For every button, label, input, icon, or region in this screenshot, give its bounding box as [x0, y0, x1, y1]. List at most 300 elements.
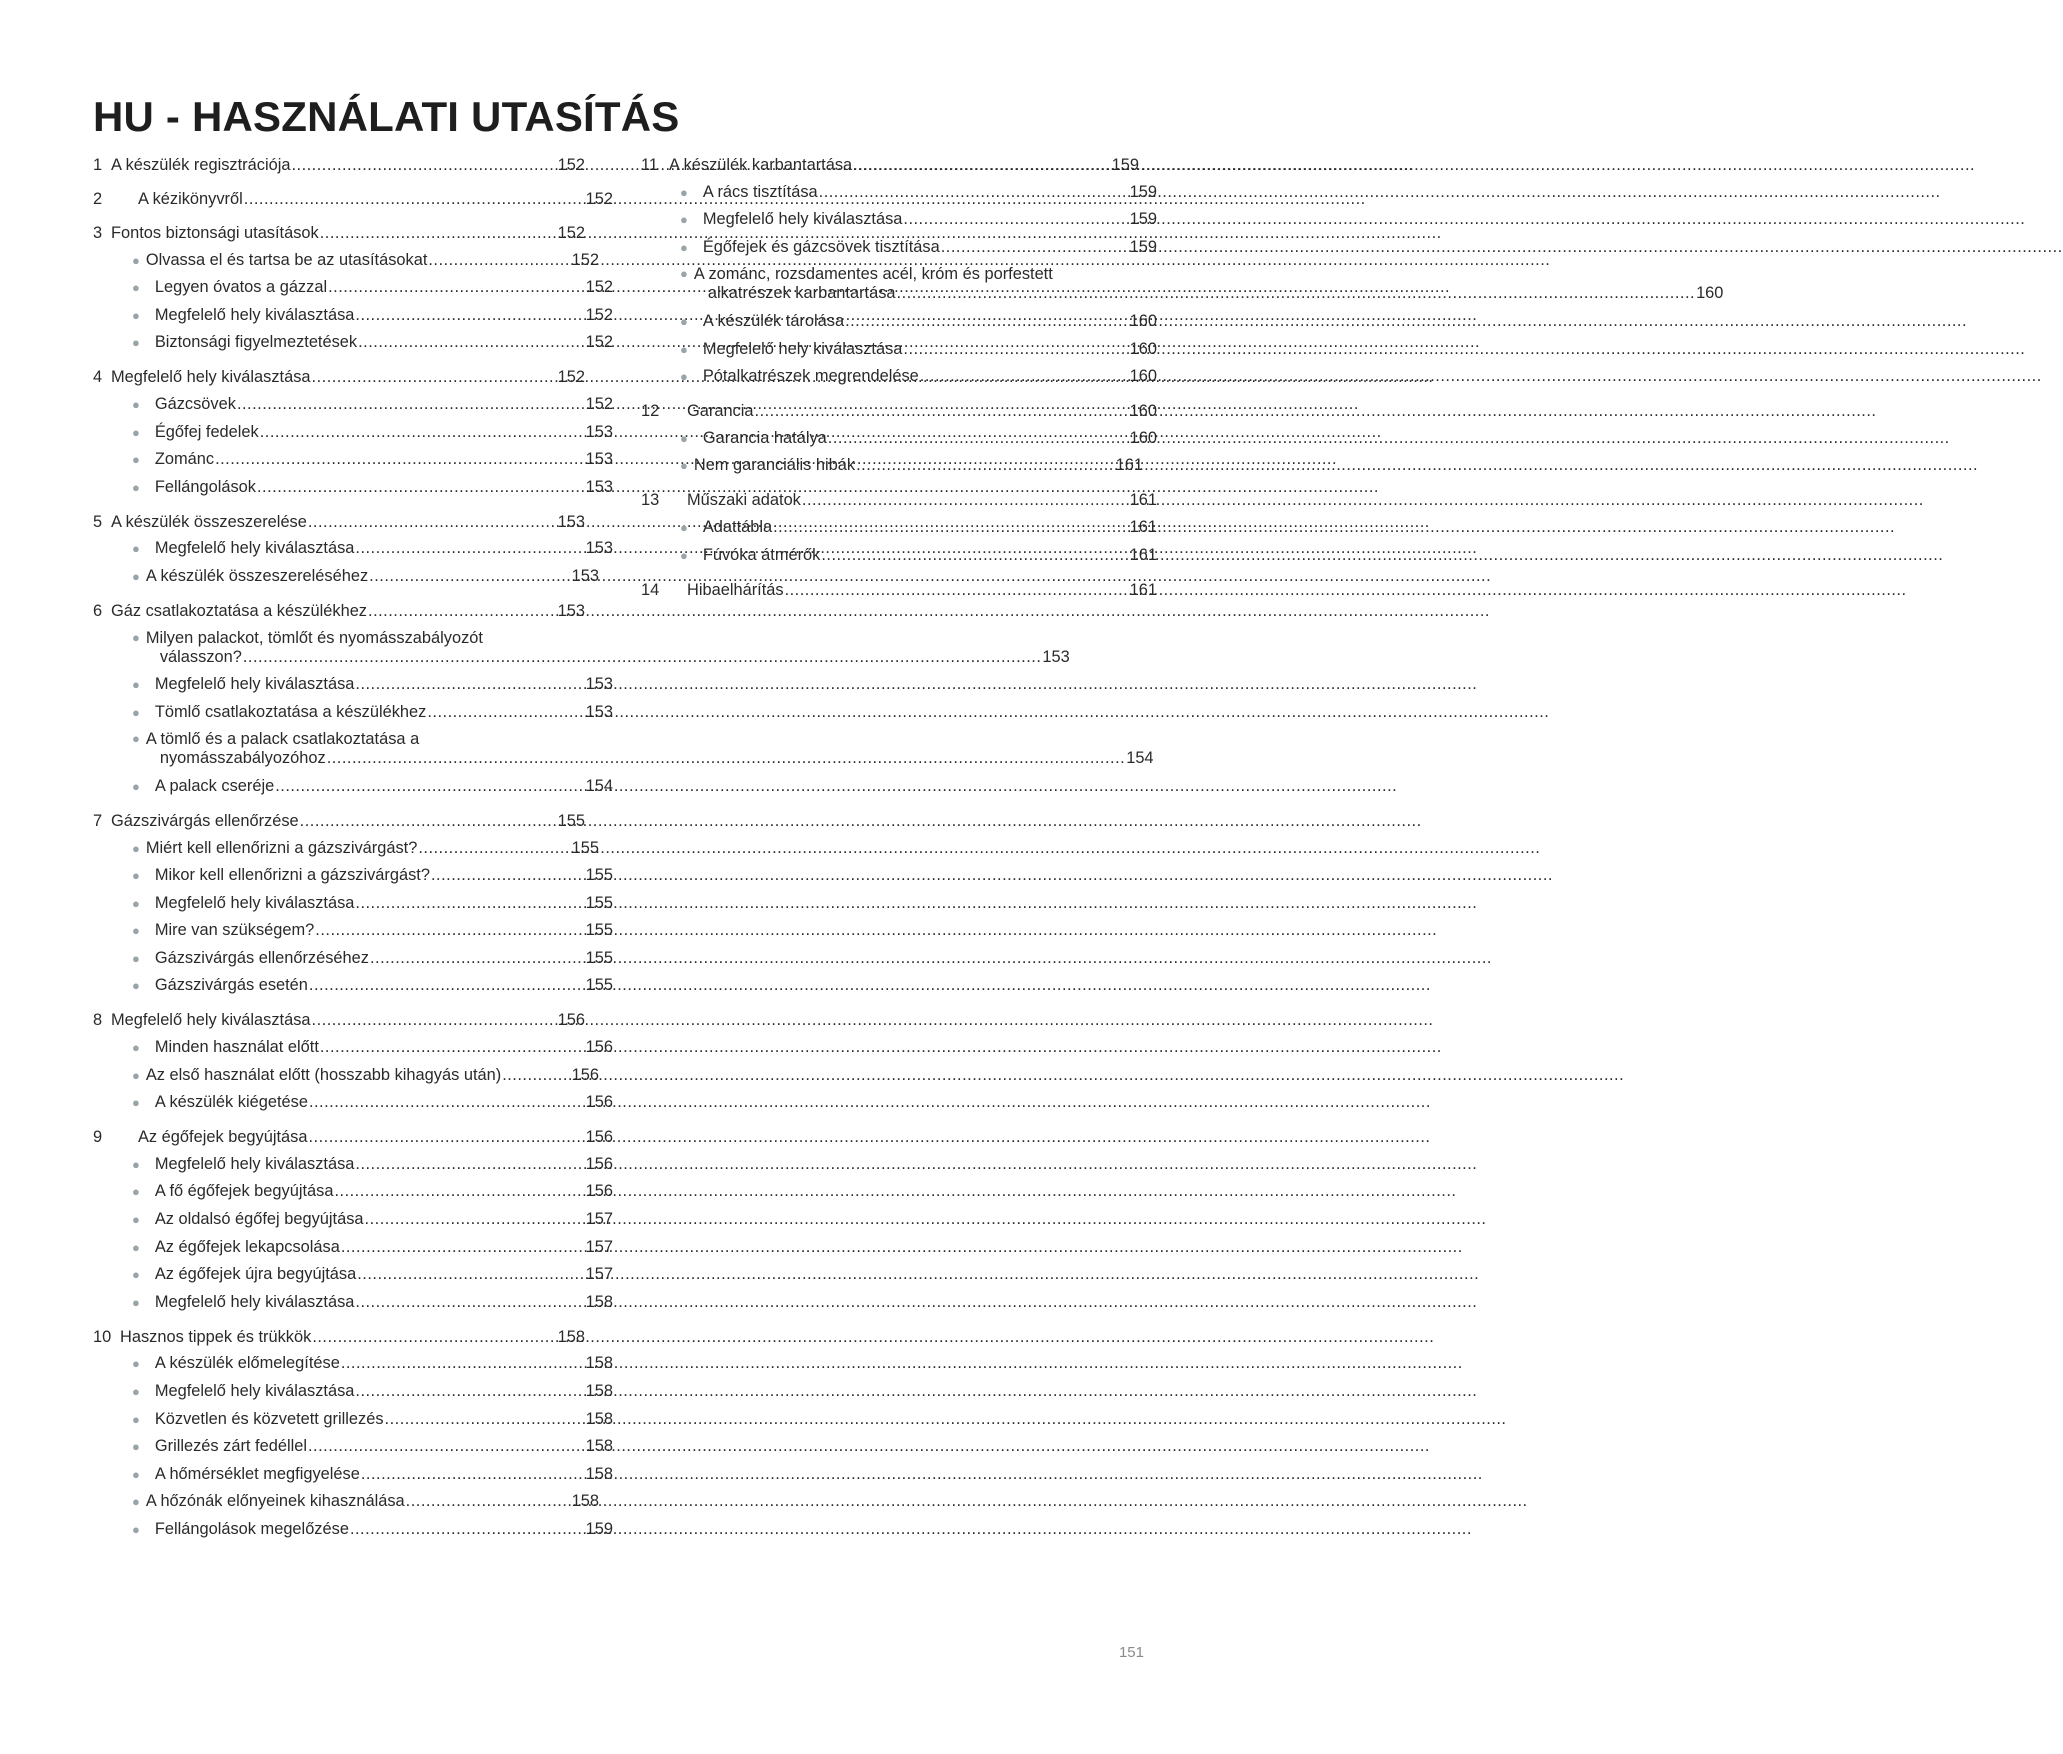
section-title: A kézikönyvről — [138, 190, 243, 208]
toc-section-1 — [93, 156, 613, 174]
toc-subentry[interactable] — [93, 306, 613, 325]
toc-section-2 — [93, 190, 613, 208]
page-ref: 158 — [585, 1437, 613, 1456]
page-ref: 156 — [585, 1038, 613, 1057]
leader-dots — [355, 675, 584, 693]
leader-dots — [328, 278, 585, 296]
subentry-title: Égőfej fedelek — [154, 422, 259, 441]
leader-dots — [315, 921, 584, 939]
bullet-icon: ● — [680, 239, 688, 255]
section-number: 13 — [641, 491, 660, 510]
toc-subentry[interactable] — [93, 976, 613, 995]
page-ref: 159 — [1129, 237, 1157, 256]
toc-section-5 — [93, 513, 613, 586]
leader-dots — [355, 1155, 584, 1173]
page-ref: 158 — [585, 1382, 613, 1400]
leader-dots — [819, 183, 1129, 201]
page-ref: 153 — [585, 702, 613, 721]
section-number: 4 — [93, 368, 103, 387]
toc-subentry[interactable] — [93, 278, 613, 297]
subentry-title: Gázcsövek — [154, 394, 236, 413]
leader-dots — [257, 478, 585, 496]
toc-section-12 — [641, 402, 1157, 475]
leader-dots — [428, 251, 570, 269]
toc-subentry[interactable] — [93, 703, 613, 722]
page-title: HU - HASZNÁLATI UTASÍTÁS — [93, 93, 680, 140]
leader-dots — [406, 1492, 571, 1510]
toc-subentry[interactable] — [93, 539, 613, 558]
bullet-icon: ● — [680, 313, 688, 329]
page-ref: 152 — [585, 394, 613, 413]
page-ref: 161 — [1129, 545, 1157, 564]
page-ref: 154 — [585, 776, 613, 795]
page-ref: 152 — [585, 190, 613, 208]
toc-section-11 — [641, 156, 1724, 386]
section-number: 12 — [641, 402, 660, 421]
toc-subentry[interactable] — [93, 866, 613, 885]
subentry-title: Megfelelő hely kiválasztása — [702, 339, 903, 358]
leader-dots — [327, 749, 1126, 768]
leader-dots — [897, 284, 1696, 303]
toc-subentry[interactable] — [93, 921, 613, 940]
leader-dots — [369, 567, 570, 585]
section-title: Hibaelhárítás — [687, 580, 784, 599]
section-number: 7 — [93, 811, 103, 830]
bullet-icon: ● — [680, 212, 688, 228]
leader-dots — [341, 1238, 585, 1256]
section-title: Gáz csatlakoztatása a készülékhez — [111, 601, 368, 620]
section-number: 14 — [641, 580, 660, 599]
bullet-icon: ● — [680, 519, 688, 535]
leader-dots — [368, 602, 557, 620]
toc-entry[interactable] — [93, 156, 613, 174]
subentry-title: Fúvóka átmérők — [702, 545, 821, 564]
toc-subentry[interactable] — [93, 450, 613, 469]
toc-entry[interactable] — [93, 224, 613, 242]
subentry-title: Pótalkatrészek megrendelése — [702, 367, 919, 386]
page-ref: 158 — [585, 1292, 613, 1311]
toc-entry[interactable] — [641, 581, 1157, 599]
bullet-icon: ● — [680, 341, 688, 357]
subentry-title: Gázszivárgás esetén — [154, 976, 308, 995]
bullet-icon: ● — [132, 923, 140, 939]
leader-dots — [845, 312, 1129, 330]
toc-section-8 — [93, 1011, 613, 1112]
subentry-title: Miért kell ellenőrizni a gázszivárgást? — [145, 838, 418, 857]
page-ref: 155 — [557, 811, 585, 830]
section-number: 6 — [93, 601, 103, 620]
bullet-icon: ● — [132, 1267, 140, 1283]
leader-dots — [300, 812, 557, 830]
toc-subentry[interactable] — [641, 456, 1157, 475]
leader-dots — [355, 894, 584, 912]
toc-section-14 — [641, 581, 1157, 599]
page-ref: 157 — [585, 1237, 613, 1256]
toc-subentry[interactable] — [641, 518, 1157, 537]
page-ref: 153 — [585, 450, 613, 469]
toc-subentry[interactable] — [93, 777, 613, 796]
bullet-icon: ● — [132, 1439, 140, 1455]
bullet-icon: ● — [132, 479, 140, 495]
subentry-title: A tömlő és a palack csatlakoztatása a — [145, 730, 420, 749]
toc-subentry[interactable] — [93, 1155, 613, 1174]
toc-subentry[interactable] — [93, 1437, 613, 1456]
section-number: 10 — [93, 1327, 112, 1346]
bullet-icon: ● — [680, 430, 688, 446]
bullet-icon: ● — [132, 978, 140, 994]
subentry-title: A palack cseréje — [154, 776, 275, 795]
toc-subentry[interactable] — [93, 1382, 613, 1401]
leader-dots — [275, 777, 584, 795]
toc-section-10 — [93, 1328, 613, 1539]
toc-subentry[interactable] — [641, 183, 1157, 202]
page-ref: 152 — [585, 333, 613, 352]
subentry-title: A készülék tárolása — [702, 311, 845, 330]
page-ref: 160 — [1129, 428, 1157, 447]
bullet-icon: ● — [132, 541, 140, 557]
toc-subentry[interactable] — [641, 265, 1724, 303]
toc-subentry[interactable] — [93, 251, 613, 270]
subentry-title: Megfelelő hely kiválasztása — [154, 1292, 355, 1311]
subentry-title: A rács tisztítása — [702, 182, 818, 201]
toc-entry[interactable] — [93, 1011, 613, 1029]
subentry-title: Megfelelő hely kiválasztása — [154, 539, 355, 558]
page-ref: 159 — [1111, 156, 1139, 174]
page-ref: 152 — [557, 368, 585, 387]
bullet-icon: ● — [132, 424, 140, 440]
bullet-icon: ● — [132, 1411, 140, 1427]
bullet-icon: ● — [132, 280, 140, 296]
toc-entry[interactable] — [93, 190, 613, 208]
bullet-icon: ● — [132, 677, 140, 693]
leader-dots — [365, 1210, 585, 1228]
toc-subentry[interactable] — [93, 567, 613, 586]
toc-subentry[interactable] — [93, 628, 1070, 667]
leader-dots — [309, 1128, 585, 1146]
bullet-icon: ● — [680, 547, 688, 563]
toc-entry[interactable] — [641, 156, 1157, 174]
subentry-title: Garancia hatálya — [702, 428, 827, 447]
section-number: 11 — [641, 156, 659, 174]
toc-subentry[interactable] — [93, 478, 613, 497]
toc-subentry[interactable] — [93, 1293, 613, 1312]
page-ref: 156 — [585, 1182, 613, 1201]
subentry-title: Legyen óvatos a gázzal — [154, 278, 328, 297]
toc-subentry[interactable] — [93, 333, 613, 352]
subentry-title: Nem garanciális hibák — [693, 456, 856, 475]
toc-subentry[interactable] — [93, 1354, 613, 1373]
bullet-icon: ● — [132, 950, 140, 966]
leader-dots — [856, 456, 1115, 474]
bullet-icon: ● — [132, 1156, 140, 1172]
page-ref: 159 — [1129, 210, 1157, 229]
subentry-title-cont: nyomásszabályozóhoz — [159, 749, 326, 768]
toc-entry[interactable] — [93, 812, 613, 830]
bullet-icon: ● — [132, 704, 140, 720]
bullet-icon: ● — [132, 1294, 140, 1310]
section-title: Az égőfejek begyújtása — [138, 1128, 308, 1147]
bullet-icon: ● — [132, 1384, 140, 1399]
page-ref: 157 — [585, 1210, 613, 1229]
bullet-icon: ● — [132, 1212, 140, 1228]
page-ref: 157 — [585, 1265, 613, 1284]
toc-subentry[interactable] — [93, 1492, 613, 1511]
page-ref: 156 — [585, 1154, 613, 1173]
subentry-title: Grillezés zárt fedéllel — [154, 1437, 307, 1456]
leader-dots — [773, 518, 1129, 536]
toc-entry[interactable] — [641, 402, 1157, 420]
subentry-title: A hőmérséklet megfigyelése — [154, 1464, 360, 1483]
subentry-title: A fő égőfejek begyújtása — [154, 1182, 334, 1201]
toc-subentry[interactable] — [93, 894, 613, 913]
bullet-icon: ● — [132, 335, 140, 351]
page-ref: 155 — [571, 838, 599, 857]
bullet-icon: ● — [132, 568, 140, 584]
page-ref: 156 — [585, 1093, 613, 1112]
leader-dots — [312, 1011, 557, 1029]
page-ref: 152 — [557, 156, 585, 174]
leader-dots — [243, 648, 1042, 667]
bullet-icon: ● — [132, 731, 140, 747]
toc-subentry[interactable] — [641, 210, 1157, 229]
toc-section-9 — [93, 1128, 613, 1312]
toc-section-4 — [93, 368, 613, 496]
page-ref: 158 — [585, 1464, 613, 1483]
subentry-title: Olvassa el és tartsa be az utasításokat — [145, 250, 428, 269]
page-ref: 160 — [1129, 367, 1157, 386]
leader-dots — [355, 539, 584, 557]
bullet-icon: ● — [132, 1239, 140, 1255]
bullet-icon: ● — [132, 1521, 140, 1537]
leader-dots — [291, 156, 556, 174]
section-title: Megfelelő hely kiválasztása — [111, 1011, 311, 1030]
leader-dots — [320, 1038, 585, 1056]
leader-dots — [309, 976, 585, 994]
leader-dots — [385, 1410, 585, 1428]
leader-dots — [308, 513, 557, 531]
toc-entry[interactable] — [93, 513, 613, 531]
bullet-icon: ● — [132, 1494, 140, 1510]
subentry-title-cont: alkatrészek karbantartása — [707, 284, 896, 303]
toc-entry[interactable] — [93, 1128, 613, 1146]
leader-dots — [785, 581, 1129, 599]
toc-subentry[interactable] — [93, 839, 613, 858]
section-title: Hasznos tippek és trükkök — [120, 1327, 312, 1346]
page-ref: 156 — [571, 1065, 599, 1084]
toc-subentry[interactable] — [93, 1093, 613, 1112]
section-number: 1 — [93, 156, 103, 174]
subentry-title: A zománc, rozsdamentes acél, króm és porfestett — [693, 265, 1053, 284]
toc-subentry[interactable] — [93, 423, 613, 442]
toc-subentry[interactable] — [93, 1465, 613, 1484]
page-ref: 160 — [1129, 402, 1157, 421]
section-number: 5 — [93, 512, 103, 531]
page-number: 151 — [1118, 1644, 1144, 1661]
page-ref: 153 — [585, 675, 613, 694]
bullet-icon: ● — [680, 458, 688, 474]
subentry-title: Égőfejek és gázcsövek tisztítása — [702, 237, 940, 256]
toc-subentry[interactable] — [641, 238, 1157, 257]
page-ref: 155 — [585, 866, 613, 885]
leader-dots — [312, 1328, 556, 1346]
toc-subentry[interactable] — [641, 312, 1157, 331]
leader-dots — [341, 1354, 585, 1372]
toc-subentry[interactable] — [641, 340, 1157, 359]
leader-dots — [355, 1382, 584, 1400]
bullet-icon: ● — [132, 895, 140, 911]
section-title: Gázszivárgás ellenőrzése — [111, 811, 299, 830]
leader-dots — [334, 1182, 584, 1200]
toc-entry[interactable] — [641, 491, 1157, 509]
subentry-title: Tömlő csatlakoztatása a készülékhez — [154, 702, 427, 721]
leader-dots — [370, 949, 585, 967]
toc-section-13 — [641, 491, 1157, 564]
bullet-icon: ● — [680, 266, 688, 282]
subentry-title: A készülék kiégetése — [154, 1093, 308, 1112]
leader-dots — [427, 703, 584, 721]
leader-dots — [357, 1265, 584, 1283]
leader-dots — [215, 450, 585, 468]
subentry-title: Az oldalsó égőfej begyújtása — [154, 1210, 364, 1229]
page-ref: 153 — [1042, 647, 1070, 666]
page-ref: 154 — [1126, 749, 1154, 768]
subentry-title: Biztonsági figyelmeztetések — [154, 333, 358, 352]
section-title: A készülék regisztrációja — [111, 156, 291, 174]
subentry-title-cont: válasszon? — [159, 647, 242, 666]
bullet-icon: ● — [132, 840, 140, 856]
leader-dots — [361, 1465, 585, 1483]
subentry-title: Adattábla — [702, 517, 773, 536]
leader-dots — [802, 491, 1129, 509]
bullet-icon: ● — [132, 1184, 140, 1200]
leader-dots — [355, 306, 584, 324]
toc-subentry[interactable] — [93, 1182, 613, 1201]
toc-entry[interactable] — [93, 602, 613, 620]
toc-right-column — [641, 156, 1724, 615]
bullet-icon: ● — [132, 778, 140, 794]
toc-subentry[interactable] — [93, 1238, 613, 1257]
toc-subentry[interactable] — [93, 675, 613, 694]
bullet-icon: ● — [132, 307, 140, 323]
section-title: Műszaki adatok — [687, 491, 801, 510]
subentry-title: Megfelelő hely kiválasztása — [154, 305, 355, 324]
toc-subentry[interactable] — [93, 730, 1154, 768]
page-ref: 161 — [1129, 491, 1157, 510]
page-ref: 161 — [1115, 456, 1143, 475]
page-ref: 152 — [585, 305, 613, 324]
section-title: Megfelelő hely kiválasztása — [111, 368, 311, 387]
leader-dots — [941, 238, 1129, 256]
subentry-title: Megfelelő hely kiválasztása — [154, 893, 355, 912]
page-ref: 155 — [585, 921, 613, 940]
subentry-title: Megfelelő hely kiválasztása — [154, 1154, 355, 1173]
page-ref: 153 — [585, 539, 613, 558]
toc-subentry[interactable] — [93, 1066, 613, 1085]
toc-subentry[interactable] — [93, 949, 613, 968]
page-ref: 158 — [557, 1327, 585, 1346]
section-number: 2 — [93, 190, 103, 208]
leader-dots — [260, 423, 585, 441]
leader-dots — [755, 402, 1129, 420]
page-ref: 155 — [585, 893, 613, 912]
toc-subentry[interactable] — [93, 1038, 613, 1057]
bullet-icon: ● — [132, 252, 140, 268]
page-ref: 158 — [571, 1492, 599, 1511]
section-number: 3 — [93, 224, 103, 242]
leader-dots — [418, 839, 570, 857]
subentry-title: Fellángolások megelőzése — [154, 1519, 349, 1538]
page-ref: 156 — [557, 1011, 585, 1030]
leader-dots — [853, 156, 1111, 174]
subentry-title: Gázszivárgás ellenőrzéséhez — [154, 948, 369, 967]
page-ref: 158 — [585, 1354, 613, 1373]
subentry-title: Minden használat előtt — [154, 1038, 319, 1057]
page-ref: 161 — [1129, 580, 1157, 599]
subentry-title: A hőzónák előnyeinek kihasználása — [145, 1492, 405, 1511]
leader-dots — [502, 1066, 570, 1084]
section-number: 9 — [93, 1128, 103, 1147]
leader-dots — [828, 429, 1129, 447]
page-ref: 152 — [557, 224, 585, 242]
toc-entry[interactable] — [93, 368, 613, 386]
toc-subentry[interactable] — [93, 395, 613, 414]
bullet-icon: ● — [132, 1095, 140, 1111]
page-ref: 155 — [585, 948, 613, 967]
toc-entry[interactable] — [93, 1328, 613, 1346]
page-ref: 153 — [585, 477, 613, 496]
bullet-icon: ● — [680, 369, 688, 385]
subentry-title: Milyen palackot, tömlőt és nyomásszabályozót — [145, 628, 483, 647]
page-ref: 158 — [585, 1409, 613, 1428]
leader-dots — [312, 368, 557, 386]
subentry-title: Az égőfejek lekapcsolása — [154, 1237, 340, 1256]
page-ref: 153 — [571, 566, 599, 585]
leader-dots — [350, 1520, 585, 1538]
page-ref: 155 — [585, 976, 613, 995]
toc-section-3 — [93, 224, 613, 352]
toc-subentry[interactable] — [641, 546, 1157, 565]
page-ref: 161 — [1129, 517, 1157, 536]
page-ref: 159 — [585, 1519, 613, 1538]
page-ref: 153 — [557, 512, 585, 531]
leader-dots — [355, 1293, 584, 1311]
leader-dots — [308, 1437, 585, 1455]
leader-dots — [309, 1093, 585, 1111]
page-ref: 152 — [571, 250, 599, 269]
subentry-title: Mire van szükségem? — [154, 921, 315, 940]
toc-subentry[interactable] — [641, 429, 1157, 448]
toc-subentry[interactable] — [93, 1210, 613, 1229]
page-ref: 160 — [1129, 311, 1157, 330]
subentry-title: Az égőfejek újra begyújtása — [154, 1265, 357, 1284]
bullet-icon: ● — [132, 396, 140, 412]
section-title: A készülék karbantartása — [669, 156, 853, 174]
subentry-title: Zománc — [154, 450, 215, 469]
page-ref: 153 — [557, 601, 585, 620]
subentry-title: Az első használat előtt (hosszabb kihagyás után) — [145, 1065, 502, 1084]
leader-dots — [903, 210, 1128, 228]
leader-dots — [320, 224, 557, 242]
subentry-title: A készülék összeszereléséhez — [145, 566, 369, 585]
toc-subentry[interactable] — [93, 1520, 613, 1539]
bullet-icon: ● — [132, 1356, 140, 1372]
toc-subentry[interactable] — [93, 1265, 613, 1284]
page-ref: 160 — [1696, 284, 1724, 303]
toc-subentry[interactable] — [93, 1410, 613, 1429]
toc-subentry[interactable] — [641, 367, 1157, 386]
leader-dots — [920, 367, 1129, 385]
page-ref: 153 — [585, 422, 613, 441]
